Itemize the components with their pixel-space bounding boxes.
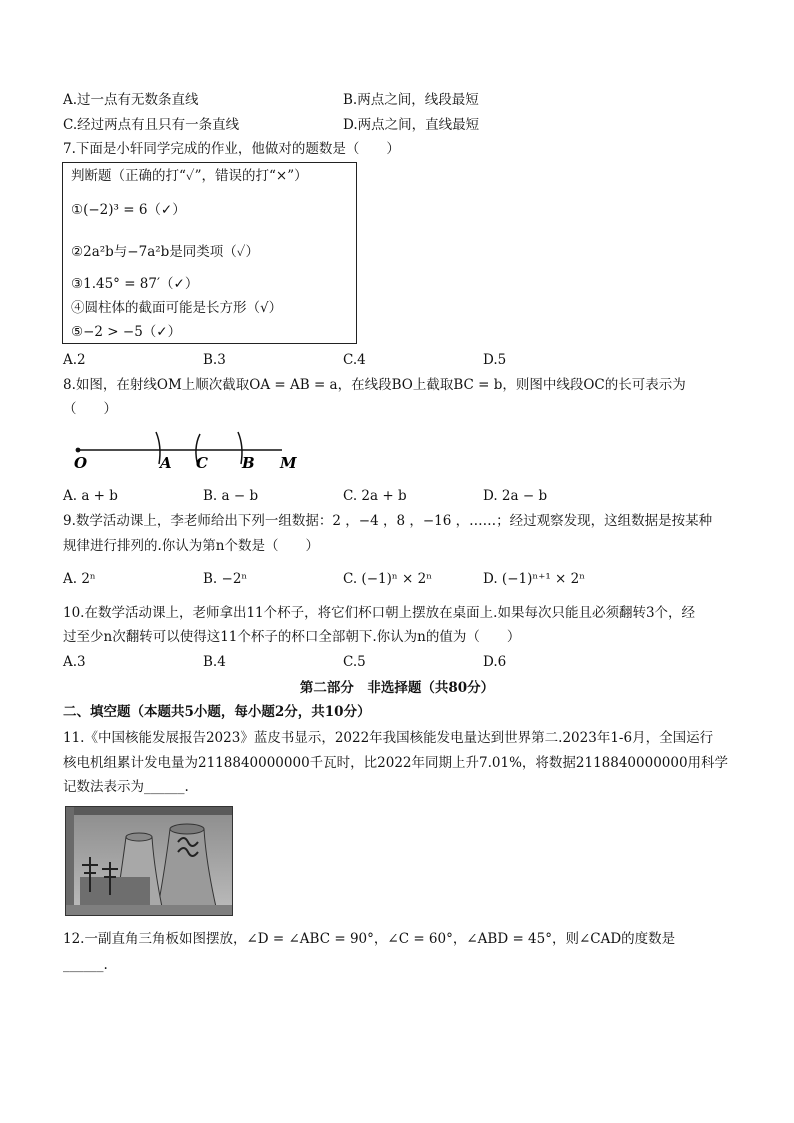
q8-option-d: D. 2a − b bbox=[483, 488, 548, 504]
q7-item-3: ③1.45° = 87′（✓） bbox=[71, 276, 199, 292]
q10-option-a: A.3 bbox=[63, 654, 86, 670]
q9-stem-line1: 9.数学活动课上，李老师给出下列一组数据：2 ，−4 ，8 ，−16 ，……；经过观察发现，这组数据是按某种 bbox=[63, 513, 713, 529]
q11-line3: 记数法表示为______. bbox=[63, 779, 189, 795]
q8-option-c: C. 2a + b bbox=[343, 488, 407, 504]
q7-homework-box bbox=[62, 162, 357, 344]
q7-item-5: ⑤−2 > −5（✓） bbox=[71, 324, 182, 340]
q7-option-b: B.3 bbox=[203, 352, 226, 368]
q6-option-b: B.两点之间，线段最短 bbox=[343, 92, 479, 108]
label-b: B bbox=[242, 454, 255, 472]
section2-title: 二、填空题（本题共5小题，每小题2分，共10分） bbox=[63, 704, 371, 720]
q9-option-d: D. (−1)ⁿ⁺¹ × 2ⁿ bbox=[483, 571, 586, 587]
q11-line2: 核电机组累计发电量为2118840000000千瓦时，比2022年同期上升7.01%，将数据2118840000000用科学 bbox=[63, 755, 729, 771]
q7-item-2: ②2a²b与−7a²b是同类项（✓） bbox=[71, 244, 260, 260]
q8-stem-line1: 8.如图，在射线OM上顺次截取OA = AB = a，在线段BO上截取BC = b，则图中线段OC的长可表示为 bbox=[63, 377, 686, 393]
q6-option-a: A.过一点有无数条直线 bbox=[63, 92, 199, 108]
q8-option-b: B. a − b bbox=[203, 488, 259, 504]
q8-option-a: A. a + b bbox=[63, 488, 118, 504]
q7-option-a: A.2 bbox=[63, 352, 86, 368]
nuclear-plant-photo bbox=[65, 806, 233, 916]
q12-line1: 12.一副直角三角板如图摆放，∠D = ∠ABC = 90°，∠C = 60°，∠ABD = 45°，则∠CAD的度数是 bbox=[63, 931, 676, 947]
label-c: C bbox=[196, 454, 208, 472]
q7-option-d: D.5 bbox=[483, 352, 507, 368]
q7-option-c: C.4 bbox=[343, 352, 366, 368]
q7-stem: 7.下面是小轩同学完成的作业，他做对的题数是（ ） bbox=[63, 141, 400, 157]
label-a: A bbox=[160, 454, 172, 472]
q8-stem-line2: （ ） bbox=[63, 401, 117, 417]
q9-stem-line2: 规律进行排列的.你认为第n个数是（ ） bbox=[63, 538, 319, 554]
part2-title: 第二部分 非选择题（共80分） bbox=[299, 680, 495, 696]
q9-option-b: B. −2ⁿ bbox=[203, 571, 248, 587]
q6-option-c: C.经过两点有且只有一条直线 bbox=[63, 117, 240, 133]
q10-option-b: B.4 bbox=[203, 654, 226, 670]
q10-stem-line2: 过至少n次翻转可以使得这11个杯子的杯口全部朝下.你认为n的值为（ ） bbox=[63, 629, 521, 645]
q10-stem-line1: 10.在数学活动课上，老师拿出11个杯子，将它们杯口朝上摆放在桌面上.如果每次只能且必须翻转3个，经 bbox=[63, 605, 696, 621]
q9-option-a: A. 2ⁿ bbox=[63, 571, 96, 587]
q7-item-1: ①(−2)³ = 6（✓） bbox=[71, 202, 186, 218]
point-o bbox=[76, 448, 81, 453]
q7-item-4: ④圆柱体的截面可能是长方形（√） bbox=[71, 300, 283, 316]
q11-line1: 11.《中国核能发展报告2023》蓝皮书显示，2022年我国核能发电量达到世界第二.2023年1-6月，全国运行 bbox=[63, 730, 714, 746]
q10-option-c: C.5 bbox=[343, 654, 366, 670]
q6-option-d: D.两点之间，直线最短 bbox=[343, 117, 480, 133]
q8-ray-figure bbox=[60, 428, 320, 476]
q9-option-c: C. (−1)ⁿ × 2ⁿ bbox=[343, 571, 433, 587]
q12-line2: ______. bbox=[63, 957, 108, 973]
q7-box-title: 判断题（正确的打“✓”，错误的打“×”） bbox=[71, 168, 308, 184]
q10-option-d: D.6 bbox=[483, 654, 507, 670]
label-m: M bbox=[280, 454, 297, 472]
label-o: O bbox=[74, 454, 88, 472]
